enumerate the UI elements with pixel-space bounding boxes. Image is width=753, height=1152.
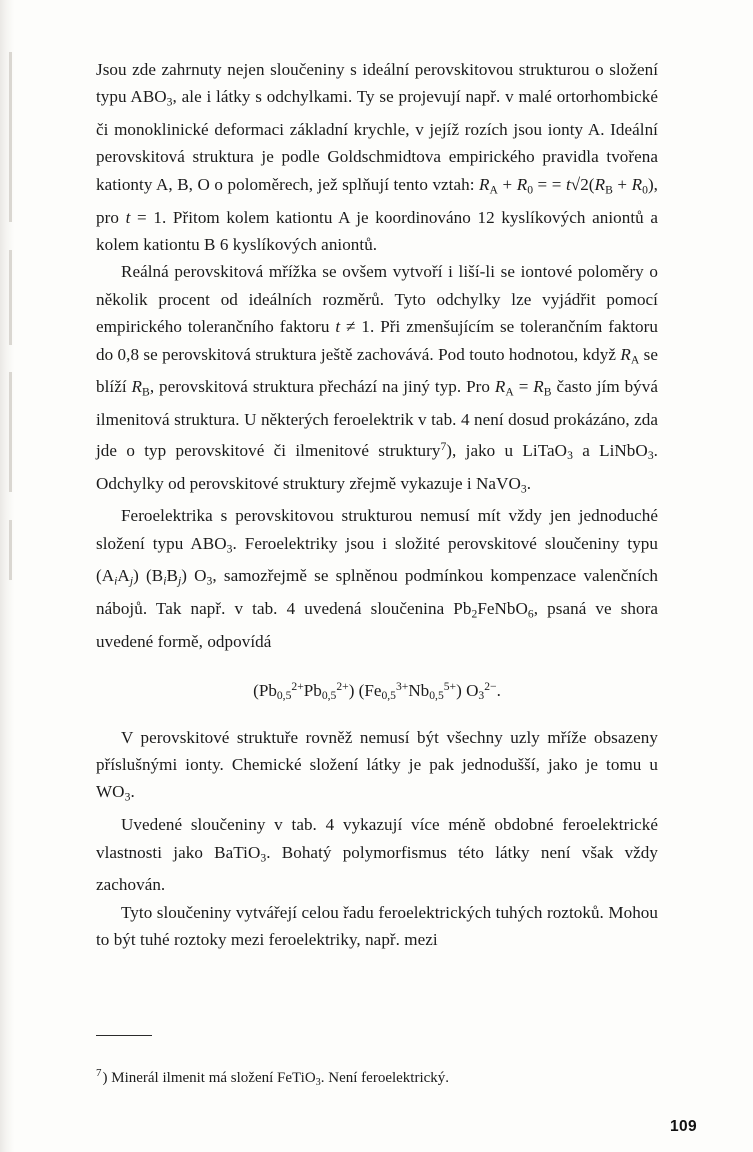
scan-streak (9, 250, 12, 345)
footnote: $^7$) Minerál ilmenit má složení FeTiO$_3$. Není feroelektrický. (96, 1067, 450, 1088)
footnote-separator (96, 1035, 152, 1036)
paragraph: Feroelektrika s perovskitovou strukturou nemusí mít vždy jen jednoduché složení typu $ABO_3$. Feroelektriky jsou i složité perovskitové sloučeniny typu $(A_iA_j)$ $(B_iB_j)$ $O_3$, samozřejmě se splněnou podmínkou kompenzace valenčních nábojů. Tak např. v tab. 4 uvedená sloučenina $Pb_2FeNbO_6$, psaná ve shora uvedené formě, odpovídá (96, 506, 658, 651)
paragraph: Uvedené sloučeniny v tab. 4 vykazují více méně obdobné feroelektrické vlastnosti jako BaTiO$_3$. Bohatý polymorfismus této látky není však vždy zachován. (96, 815, 658, 895)
paragraph: Jsou zde zahrnuty nejen sloučeniny s ideální perovskitovou strukturou o složení typu $ABO_3$, ale i látky s odchylkami. Ty se projevují např. v malé ortorhombické či monoklinické deformaci základní krychle, v jejíž rozích jsou ionty A. Ideální perovskitová struktura je podle Goldschmidtova empirického pravidla tvořena kationty A, B, O o poloměrech, jež splňují tento vztah: $R_A + R_0$ = = $t√2(R_B + R_0)$, pro t = 1. Přitom kolem kationtu A je koordinováno 12 kyslíkových aniontů a kolem kationtu B 6 kyslíkových aniontů. (96, 60, 659, 254)
chemical-formula: $(Pb_{0,5}^{2+}Pb_{0,5}^{2+})$ $(Fe_{0,5}^{3+}Nb_{0,5}^{5+})$ $O_3^{2-}$. (253, 680, 501, 703)
paragraph: Reálná perovskitová mřížka se ovšem vytvoří i liší-li se iontové poloměry o několik procent od ideálních rozměrů. Tyto odchylky lze vyjádřit pomocí empirického tolerančního faktoru t ≠ 1. Při zmenšujícím se tolerančním faktoru do 0,8 se perovskitová struktura ještě zachovává. Pod touto hodnotou, když $R_A$ se blíží $R_B$, perovskitová struktura přechází na jiný typ. Pro $R_A = R_B$ často jím bývá ilmenitová struktura. U některých feroelektrik v tab. 4 není dosud prokázáno, zda jde o typ perovskitové či ilmenitové struktury$^7$), jako u LiTaO$_3$ a LiNbO$_3$. Odchylky od perovskitové struktury zřejmě vykazuje i NaVO$_3$. (96, 262, 658, 495)
scan-streak (9, 52, 12, 222)
body-text-column (96, 56, 658, 953)
page-number: 109 (669, 1118, 697, 1135)
scan-streak (9, 372, 12, 492)
paragraph: Tyto sloučeniny vytvářejí celou řadu feroelektrických tuhých roztoků. Mohou to být tuhé roztoky mezi feroelektriky, např. mezi (96, 902, 658, 949)
scan-streak (9, 520, 12, 580)
paragraph: V perovskitové struktuře rovněž nemusí být všechny uzly mříže obsazeny příslušnými ionty. Chemické složení látky je pak jednodušší, jako je tomu u $WO_3$. (96, 727, 658, 804)
